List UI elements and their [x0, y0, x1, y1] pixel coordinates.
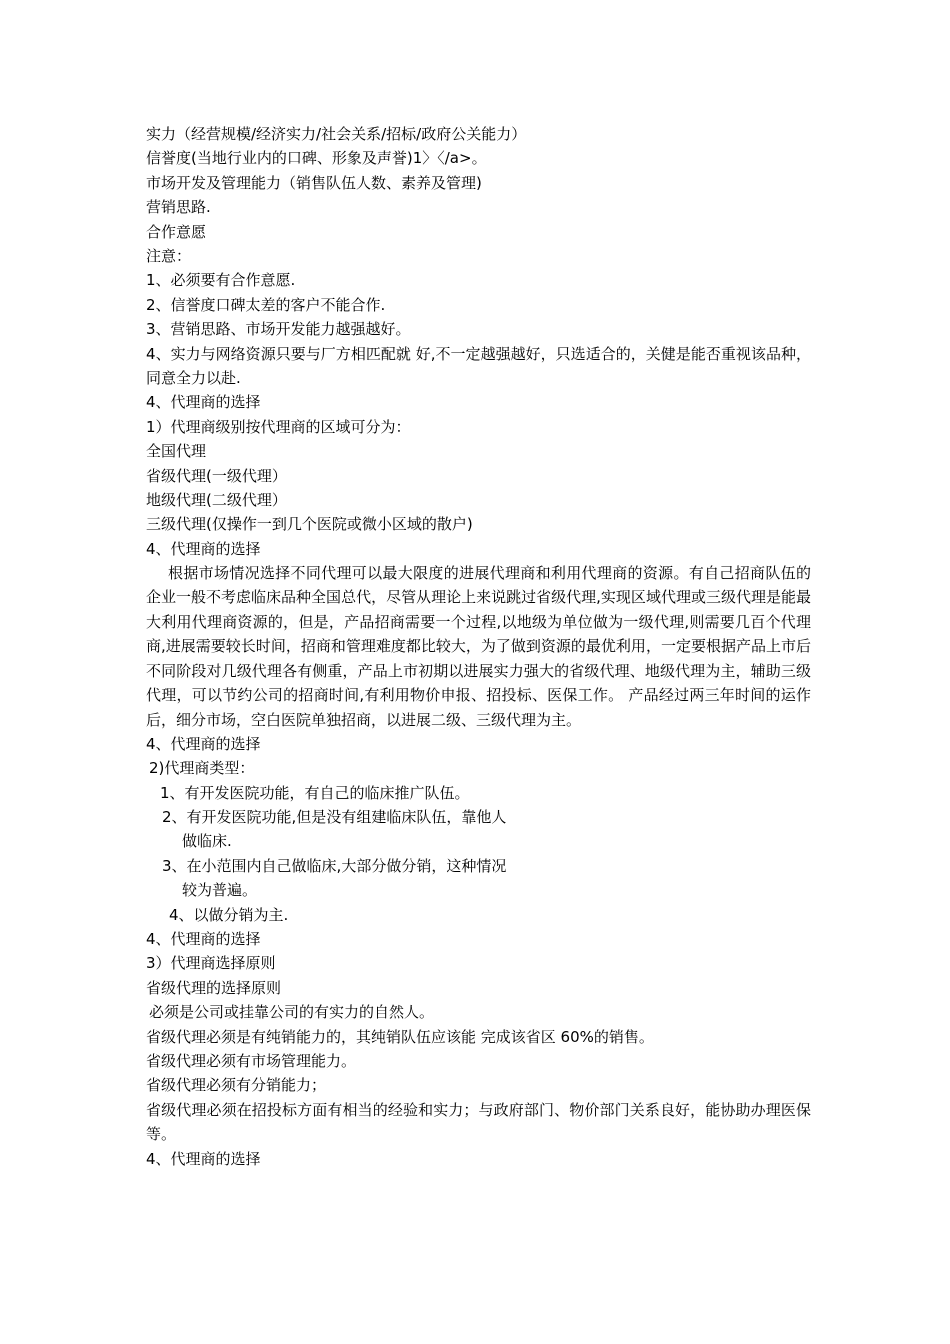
list-item-continuation: 较为普遍。	[182, 881, 258, 900]
text-line: 信誉度(当地行业内的口碑、形象及声誉)1〉〈/a>。	[146, 149, 487, 168]
list-item: 地级代理(二级代理）	[146, 490, 287, 509]
section-heading: 4、代理商的选择	[146, 539, 261, 558]
document-body	[146, 122, 811, 1171]
list-item: 省级代理(一级代理）	[146, 466, 287, 485]
text-line: 注意：	[146, 246, 192, 265]
section-heading: 4、代理商的选择	[146, 734, 261, 753]
section-heading: 4、代理商的选择	[146, 1149, 261, 1168]
list-item-continuation: 做临床.	[182, 832, 232, 851]
note-item: 2、信誉度口碑太差的客户不能合作.	[146, 295, 386, 314]
text-line: 省级代理的选择原则	[146, 978, 282, 997]
list-item: 2、有开发医院功能,但是没有组建临床队伍，靠他人	[162, 808, 507, 827]
note-item: 4、实力与网络资源只要与厂方相匹配就 好,不一定越强越好，只选适合的，关健是能否重视该品种，同意全力以赴.	[146, 344, 811, 387]
section-heading: 4、代理商的选择	[146, 393, 261, 412]
text-line: 省级代理必须在招投标方面有相当的经验和实力；与政府部门、物价部门关系良好，能协助办理医保等。	[146, 1100, 811, 1144]
list-item: 1、有开发医院功能，有自己的临床推广队伍。	[160, 783, 470, 802]
text-line: 省级代理必须有市场管理能力。	[146, 1051, 357, 1070]
text-line: 市场开发及管理能力（销售队伍人数、素养及管理)	[146, 173, 482, 192]
text-line: 营销思路.	[146, 198, 211, 217]
text-line: 必须是公司或挂靠公司的有实力的自然人。	[149, 1003, 435, 1022]
text-line: 合作意愿	[146, 222, 207, 241]
text-line: 省级代理必须有分销能力；	[146, 1076, 327, 1095]
note-item: 3、营销思路、市场开发能力越强越好。	[146, 320, 411, 339]
text-line: 实力（经营规模/经济实力/社会关系/招标/政府公关能力）	[146, 125, 527, 143]
list-item: 4、以做分销为主.	[169, 905, 289, 924]
text-line: 2)代理商类型：	[149, 759, 255, 778]
text-line: 1）代理商级别按代理商的区域可分为：	[146, 417, 411, 436]
text-line: 3）代理商选择原则	[146, 954, 276, 973]
section-heading: 4、代理商的选择	[146, 930, 261, 949]
list-item: 全国代理	[146, 442, 207, 461]
body-paragraph: 根据市场情况选择不同代理可以最大限度的进展代理商和利用代理商的资源。有自己招商队伍的企业一般不考虑临床品种全国总代，尽管从理论上来说跳过省级代理,实现区域代理或三级代理是能最大利用代理商资源的，但是，产品招商需要一个过程,以地级为单位做为一级代理,则需要几百个代理商,进展需要较长时间，招商和管理难度都比较大，为了做到资源的最优利用，一定要根据产品上市后不同阶段对几级代理各有侧重，产品上市初期以进展实力强大的省级代理、地级代理为主，辅助三级代理，可以节约公司的招商时间,有利用物价申报、招投标、医保工作。 产品经过两三年时间的运作后，细分市场，空白医院单独招商，以进展二级、三级代理为主。	[146, 564, 811, 729]
note-item: 1、必须要有合作意愿.	[146, 271, 296, 290]
list-item: 三级代理(仅操作一到几个医院或微小区域的散户)	[146, 515, 473, 534]
list-item: 3、在小范围内自己做临床,大部分做分销，这种情况	[162, 856, 507, 875]
text-line: 省级代理必须是有纯销能力的，其纯销队伍应该能 完成该省区 60%的销售。	[146, 1027, 654, 1046]
